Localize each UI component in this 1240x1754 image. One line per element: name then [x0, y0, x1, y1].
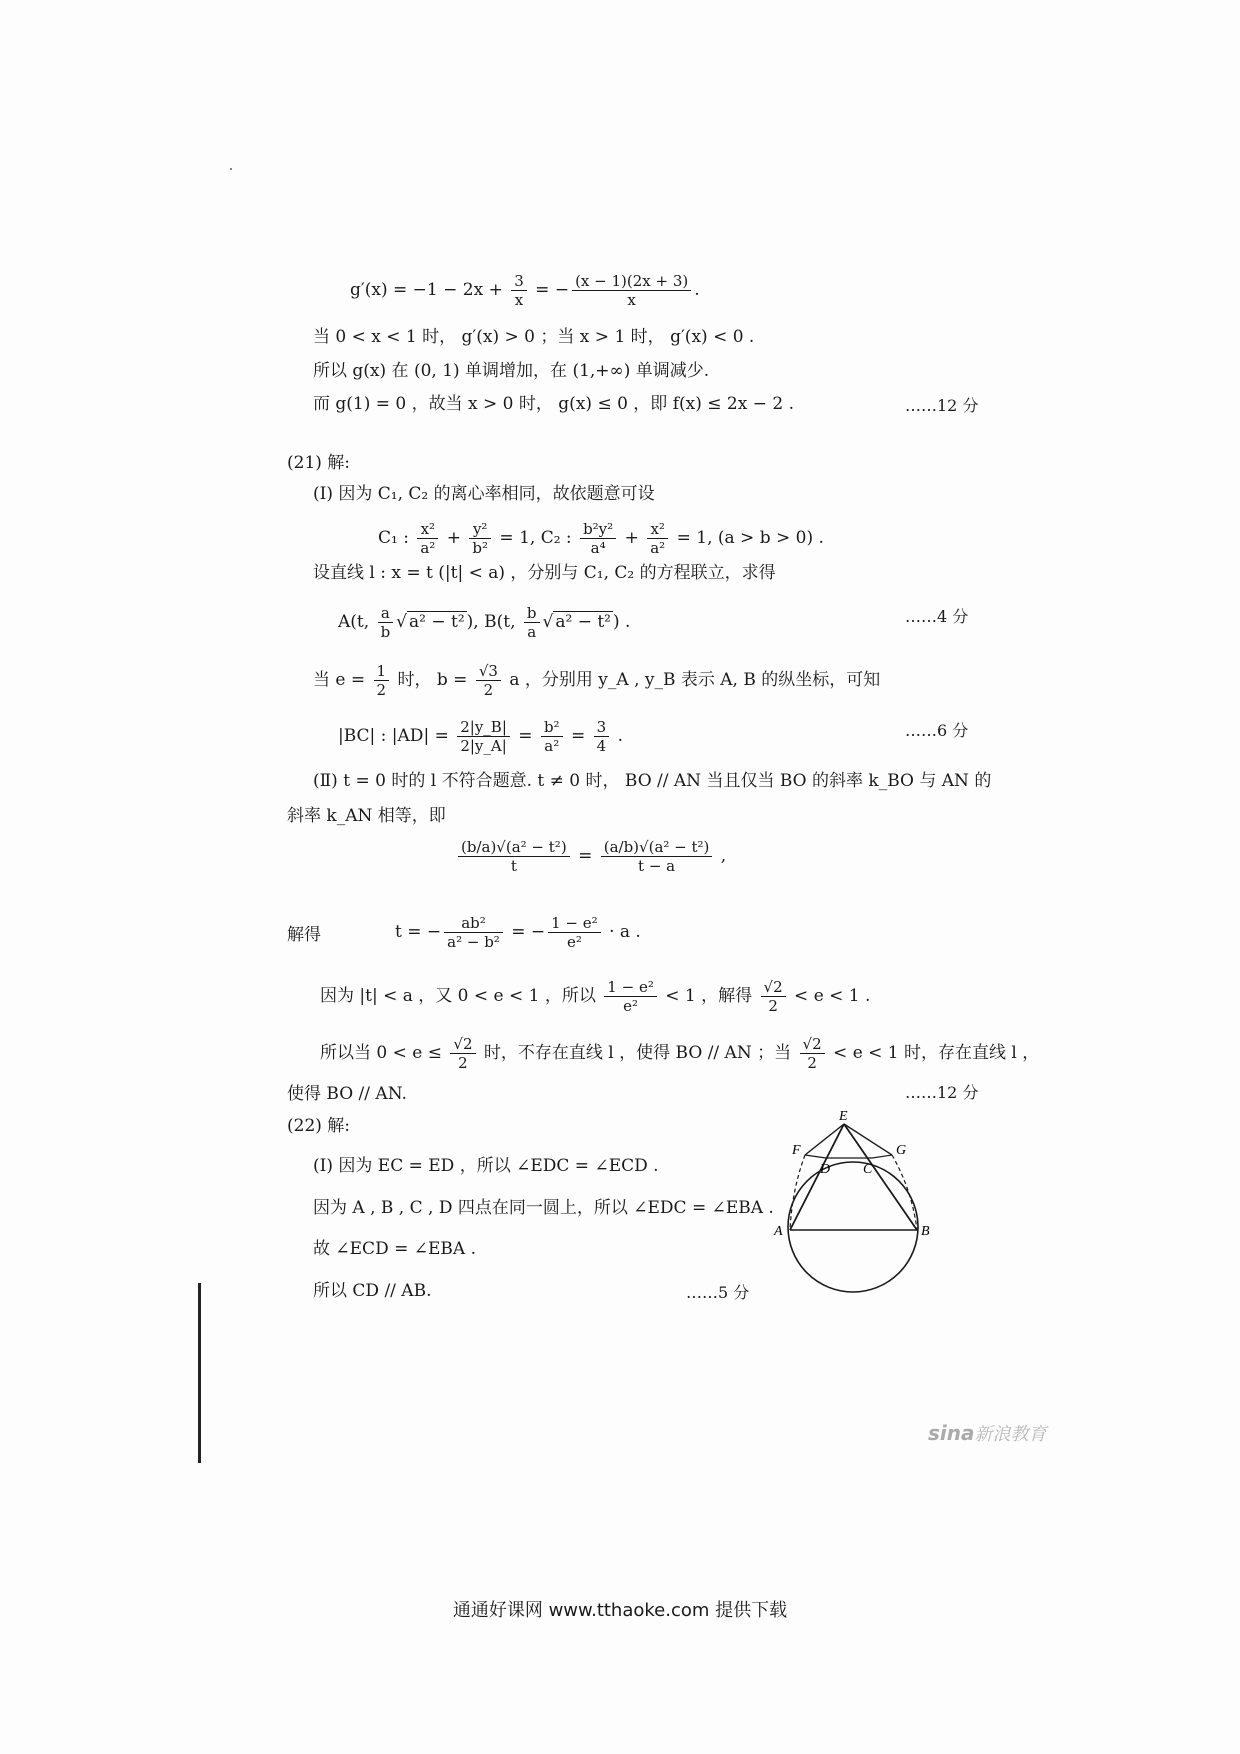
- text: C₁ :: [378, 528, 415, 548]
- derivative-line: [350, 272, 700, 309]
- label-e: E: [839, 1110, 848, 1124]
- fraction: [572, 272, 691, 309]
- text: t = −: [395, 922, 442, 942]
- solve-label: 解得: [287, 925, 321, 945]
- denominator: 2: [483, 681, 494, 699]
- q22-step1: (Ⅰ) 因为 EC = ED ，所以 ∠EDC = ∠ECD .: [313, 1156, 659, 1176]
- text: < 1 ，解得: [659, 986, 758, 1006]
- numerator: √2: [761, 978, 786, 997]
- fraction: [761, 978, 786, 1015]
- circle: [788, 1162, 918, 1292]
- q21-ellipse-equations: [378, 520, 824, 557]
- line-eb: [844, 1124, 917, 1230]
- denominator: x: [514, 291, 524, 309]
- q21-range-derivation: [320, 978, 870, 1015]
- fraction: [450, 1035, 475, 1072]
- text: g′(x) = −1 − 2x +: [350, 280, 509, 300]
- text: .: [694, 280, 700, 300]
- numerator: b²y²: [580, 520, 616, 539]
- numerator: 3: [594, 718, 610, 737]
- text: =: [512, 726, 538, 746]
- numerator: x²: [417, 520, 438, 539]
- q21-slope-equation: $\frac{\text{(b/a)√(a² − t²)}}{t}$ = $\frac{\text{(a/b)√(a² − t²)}}{t - a}$ ,: [455, 838, 726, 875]
- q21-part2-intro: (Ⅱ) t = 0 时的 l 不符合题意. t ≠ 0 时， BO // AN 当且仅当 BO 的斜率 k_BO 与 AN 的: [313, 771, 992, 791]
- denominator: 2: [458, 1054, 468, 1072]
- fraction: [541, 718, 563, 755]
- fraction: [524, 604, 540, 641]
- radicand: a² − t²: [555, 612, 611, 632]
- text: 时， b =: [392, 670, 473, 690]
- denominator: 2: [376, 681, 387, 699]
- numerator: b: [524, 604, 540, 623]
- text: · a .: [603, 922, 641, 942]
- score-mark: ……4 分: [905, 607, 969, 626]
- numerator: x²: [647, 520, 668, 539]
- q21-t-solution: [395, 914, 641, 951]
- q21-conclusion-end: 使得 BO // AN.: [287, 1084, 407, 1104]
- fraction: [476, 662, 501, 699]
- q22-step2: 因为 A , B , C , D 四点在同一圆上，所以 ∠EDC = ∠EBA .: [313, 1198, 774, 1218]
- text: a ，分别用 y_A , y_B 表示 A, B 的纵坐标，可知: [503, 670, 881, 690]
- q22-step4: 所以 CD // AB.: [313, 1281, 432, 1301]
- numerator: 1 − e²: [548, 914, 601, 933]
- q21-slope-equal: 斜率 k_AN 相等，即: [287, 806, 446, 826]
- denominator: b: [380, 623, 391, 641]
- denominator: 4: [596, 737, 607, 755]
- circle-geometry-figure: [760, 1110, 950, 1300]
- text: = −: [529, 280, 570, 300]
- arc-gb-dashed: [892, 1155, 917, 1230]
- denominator: 2: [807, 1054, 817, 1072]
- numerator: (x − 1)(2x + 3): [572, 272, 691, 291]
- text: =: [565, 726, 591, 746]
- q21-part1-intro: (Ⅰ) 因为 C₁, C₂ 的离心率相同，故依题意可设: [313, 484, 655, 504]
- text: 时，不存在直线 l ，使得 BO // AN ；当: [478, 1043, 797, 1063]
- question-22-heading: (22) 解:: [287, 1116, 351, 1136]
- numerator: ab²: [444, 914, 503, 933]
- score-mark: ……12 分: [905, 1083, 979, 1102]
- radicand: a² − t²: [409, 612, 465, 632]
- numerator: √2: [450, 1035, 475, 1054]
- scan-edge-mark: [198, 1283, 201, 1463]
- fraction: [469, 520, 491, 557]
- denominator: a: [527, 623, 537, 641]
- q22-step3: 故 ∠ECD = ∠EBA .: [313, 1239, 476, 1259]
- fraction: [548, 914, 601, 951]
- q21-eccentricity-case: [313, 662, 880, 699]
- final-inequality: 而 g(1) = 0 ，故当 x > 0 时， g(x) ≤ 0 ，即 f(x) ≤ 2x − 2 .: [313, 394, 794, 414]
- monotonic-condition: 当 0 < x < 1 时， g′(x) > 0 ；当 x > 1 时， g′(x) < 0 .: [313, 327, 755, 347]
- denominator: a²: [420, 539, 436, 557]
- numerator: 2|y_B|: [457, 718, 510, 737]
- line-eg: [844, 1124, 892, 1155]
- text: = 1, C₂ :: [494, 528, 578, 548]
- text: 当 e =: [313, 670, 371, 690]
- fraction: [601, 838, 713, 875]
- denominator: 2: [768, 997, 778, 1015]
- denominator: e²: [566, 933, 582, 951]
- fraction: [511, 272, 527, 309]
- text: |BC| : |AD| =: [338, 726, 455, 746]
- label-c: C: [863, 1162, 873, 1177]
- text: ) .: [613, 612, 631, 632]
- label-g: G: [896, 1143, 907, 1158]
- numerator: (a/b)√(a² − t²): [601, 838, 713, 857]
- fraction: [457, 718, 510, 755]
- text: .: [612, 726, 623, 746]
- fraction: [800, 1035, 825, 1072]
- denominator: t − a: [638, 857, 676, 875]
- numerator: y²: [469, 520, 491, 539]
- text: ), B(t,: [466, 612, 521, 632]
- denominator: a⁴: [590, 539, 606, 557]
- scan-speck: [230, 168, 232, 170]
- fraction: [594, 718, 610, 755]
- numerator: 3: [511, 272, 527, 291]
- fraction: [647, 520, 668, 557]
- text: 所以当 0 < e ≤: [320, 1043, 448, 1063]
- denominator: b²: [472, 539, 489, 557]
- fraction: [604, 978, 657, 1015]
- text: 因为 |t| < a ，又 0 < e < 1 ，所以: [320, 986, 602, 1006]
- score-mark: ……6 分: [905, 721, 969, 740]
- fraction: [374, 662, 390, 699]
- denominator: e²: [623, 997, 639, 1015]
- fraction: [458, 838, 570, 875]
- q21-points-ab: A(t, $\frac{a}{b}$ √ a² − t² ), B(t, $\frac{b}{a}$ √ a² − t² ) .: [338, 604, 631, 641]
- sina-logo: [928, 1420, 1047, 1446]
- text: A(t,: [338, 612, 375, 632]
- denominator: t: [510, 857, 517, 875]
- numerator: 1 − e²: [604, 978, 657, 997]
- denominator: x: [627, 291, 636, 309]
- q21-line-setup: 设直线 l : x = t (|t| < a) ，分别与 C₁, C₂ 的方程联立，求得: [313, 563, 776, 583]
- text: = 1, (a > b > 0) .: [671, 528, 824, 548]
- numerator: √3: [476, 662, 501, 681]
- line-fd: [805, 1155, 826, 1158]
- denominator: a²: [650, 539, 666, 557]
- score-mark: ……12 分: [905, 396, 979, 415]
- label-f: F: [792, 1143, 801, 1158]
- fraction: [580, 520, 616, 557]
- text: < e < 1 时，存在直线 l ，: [827, 1043, 1040, 1063]
- question-21-heading: (21) 解:: [287, 453, 351, 473]
- numerator: a: [378, 604, 394, 623]
- numerator: (b/a)√(a² − t²): [458, 838, 570, 857]
- footer-download-note: 通通好课网 www.tthaoke.com 提供下载: [452, 1600, 788, 1621]
- fraction: [378, 604, 394, 641]
- denominator: a² − b²: [447, 933, 500, 951]
- label-b: B: [921, 1224, 930, 1239]
- denominator: a²: [544, 737, 560, 755]
- text: ,: [715, 846, 727, 866]
- monotonic-conclusion: 所以 g(x) 在 (0, 1) 单调增加，在 (1,+∞) 单调减少.: [313, 361, 710, 381]
- score-mark: ……5 分: [686, 1283, 750, 1302]
- label-a: A: [774, 1224, 783, 1239]
- label-d: D: [820, 1162, 831, 1177]
- text: = −: [505, 922, 546, 942]
- sina-logo-text: 新浪教育: [974, 1424, 1047, 1445]
- numerator: 1: [374, 662, 390, 681]
- line-cg: [872, 1155, 892, 1158]
- sina-logo-mark: sina: [928, 1421, 975, 1445]
- text: < e < 1 .: [788, 986, 871, 1006]
- fraction: [417, 520, 438, 557]
- denominator: 2|y_A|: [460, 737, 507, 755]
- text: +: [619, 528, 645, 548]
- q21-ratio: [338, 718, 623, 755]
- numerator: √2: [800, 1035, 825, 1054]
- line-ef: [805, 1124, 844, 1155]
- text: +: [441, 528, 467, 548]
- numerator: b²: [541, 718, 563, 737]
- q21-conclusion: [320, 1035, 1039, 1072]
- fraction: [444, 914, 503, 951]
